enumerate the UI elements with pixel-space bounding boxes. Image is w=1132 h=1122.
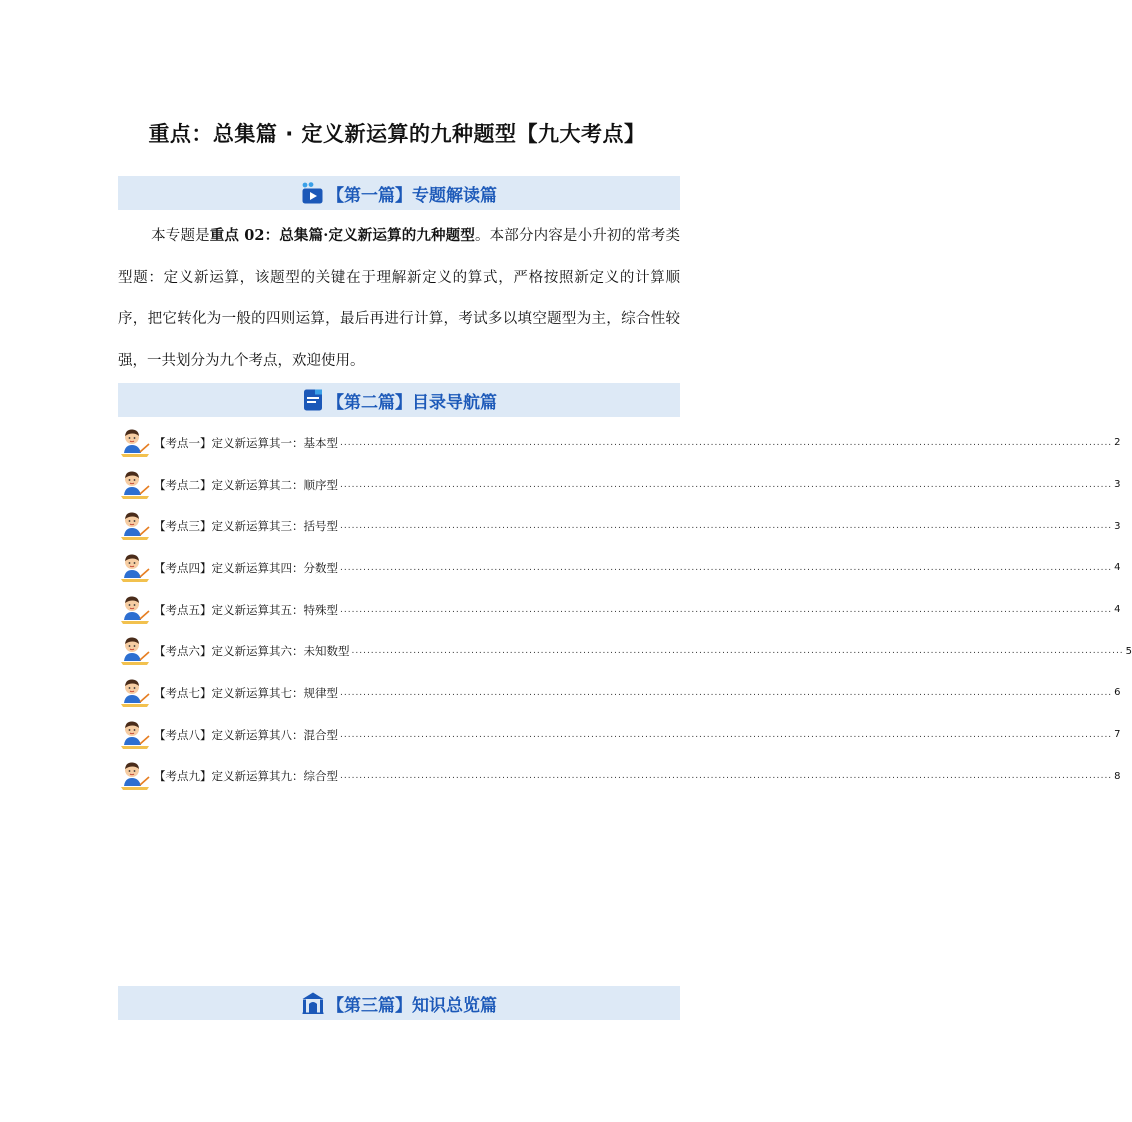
- toc-item[interactable]: [118, 422, 1121, 464]
- toc-item-label: 【考点三】定义新运算其三：括号型: [154, 519, 338, 534]
- toc-item[interactable]: [118, 464, 1121, 506]
- toc-leader-dots: ........................................................................................................................................................................................................: [340, 521, 1113, 532]
- section-header-1: [118, 176, 680, 210]
- student-avatar-icon: [118, 426, 152, 460]
- intro-lead: 本专题是: [151, 228, 210, 244]
- toc-item-label: 【考点一】定义新运算其一：基本型: [154, 435, 338, 450]
- student-avatar-icon: [118, 676, 152, 710]
- page-title: 重点：总集篇 · 定义新运算的九种题型【九大考点】: [148, 122, 646, 146]
- table-of-contents: [118, 422, 1132, 797]
- library-icon: [301, 991, 325, 1015]
- toc-item-label: 【考点八】定义新运算其八：混合型: [154, 727, 338, 742]
- student-avatar-icon: [118, 634, 152, 668]
- student-avatar-icon: [118, 509, 152, 543]
- toc-page-number: 3: [1114, 520, 1121, 532]
- document-icon: [301, 388, 325, 412]
- toc-item-label: 【考点七】定义新运算其七：规律型: [154, 685, 338, 700]
- toc-leader-dots: ........................................................................................................................................................................................................: [340, 687, 1113, 698]
- toc-item[interactable]: [118, 756, 1121, 798]
- toc-leader-dots: ........................................................................................................................................................................................................: [340, 437, 1113, 448]
- toc-leader-dots: ........................................................................................................................................................................................................: [340, 562, 1113, 573]
- toc-item[interactable]: [118, 505, 1121, 547]
- toc-page-number: 2: [1114, 437, 1121, 449]
- student-avatar-icon: [118, 759, 152, 793]
- section-title-3: 【第三篇】知识总览篇: [327, 995, 497, 1016]
- toc-leader-dots: ........................................................................................................................................................................................................: [351, 646, 1124, 657]
- section-title-1: 【第一篇】专题解读篇: [327, 185, 497, 206]
- toc-item-label: 【考点五】定义新运算其五：特殊型: [154, 602, 338, 617]
- toc-leader-dots: ........................................................................................................................................................................................................: [340, 479, 1113, 490]
- toc-page-number: 4: [1114, 604, 1121, 616]
- toc-item[interactable]: [118, 714, 1121, 756]
- toc-item[interactable]: [118, 547, 1121, 589]
- student-avatar-icon: [118, 718, 152, 752]
- toc-page-number: 3: [1114, 479, 1121, 491]
- toc-item[interactable]: [118, 630, 1132, 672]
- student-avatar-icon: [118, 593, 152, 627]
- intro-bold: 重点 02：总集篇·定义新运算的九种题型: [209, 227, 475, 244]
- toc-page-number: 6: [1114, 687, 1121, 699]
- intro-rest: 。本部分内容是小升初的常考类型题：定义新运算，该题型的关键在于理解新定义的算式，严格按照新定义的计算顺序，把它转化为一般的四则运算，最后再进行计算，考试多以填空题型为主，综合性较强，一共划分为九个考点，欢迎使用。: [118, 228, 681, 369]
- video-play-icon: [301, 181, 325, 205]
- toc-leader-dots: ........................................................................................................................................................................................................: [340, 771, 1113, 782]
- toc-page-number: 8: [1114, 770, 1121, 782]
- toc-page-number: 4: [1114, 562, 1121, 574]
- toc-item[interactable]: [118, 672, 1121, 714]
- toc-item[interactable]: [118, 589, 1121, 631]
- toc-item-label: 【考点九】定义新运算其九：综合型: [154, 769, 338, 784]
- section-header-3: [118, 986, 680, 1020]
- intro-paragraph: [118, 215, 680, 382]
- section-header-2: [118, 383, 680, 417]
- toc-leader-dots: ........................................................................................................................................................................................................: [340, 604, 1113, 615]
- section-title-2: 【第二篇】目录导航篇: [327, 392, 497, 413]
- toc-item-label: 【考点二】定义新运算其二：顺序型: [154, 477, 338, 492]
- toc-page-number: 5: [1125, 645, 1132, 657]
- toc-leader-dots: ........................................................................................................................................................................................................: [340, 729, 1113, 740]
- toc-page-number: 7: [1114, 729, 1121, 741]
- toc-item-label: 【考点六】定义新运算其六：未知数型: [154, 644, 350, 659]
- student-avatar-icon: [118, 468, 152, 502]
- toc-item-label: 【考点四】定义新运算其四：分数型: [154, 560, 338, 575]
- student-avatar-icon: [118, 551, 152, 585]
